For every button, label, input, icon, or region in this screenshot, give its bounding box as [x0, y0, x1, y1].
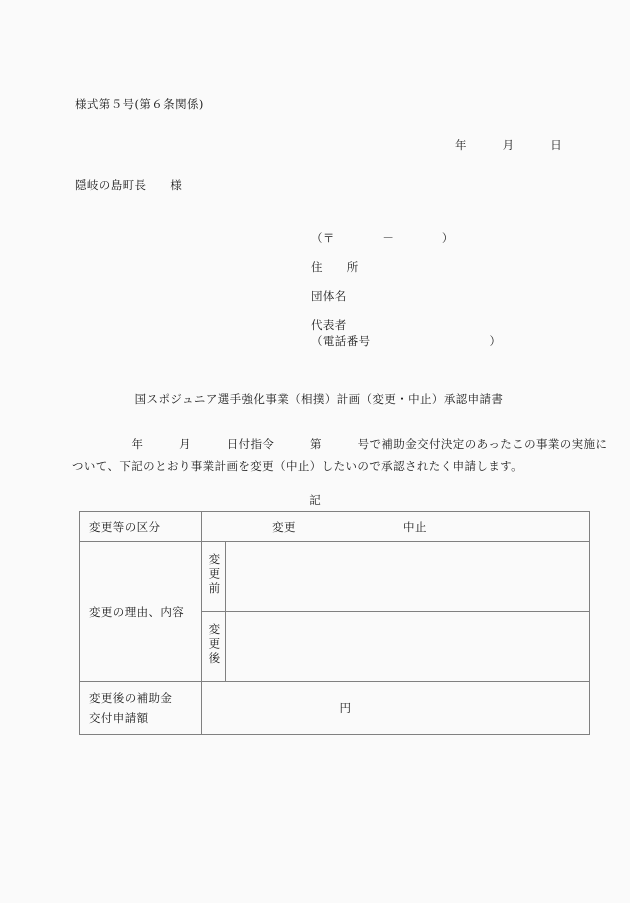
change-application-table: [79, 511, 590, 735]
after-change-input[interactable]: [226, 612, 590, 682]
before-change-input[interactable]: [226, 542, 590, 612]
organization-name-field: 団体名: [311, 289, 347, 303]
amount-label: [80, 682, 202, 735]
phone-number-field: （電話番号 ）: [311, 334, 502, 348]
representative-field: 代表者: [311, 318, 347, 332]
form-number: 様式第５号(第６条関係): [75, 97, 204, 111]
amount-label-line-2: 交付申請額: [89, 711, 149, 726]
reason-label: 変更の理由、内容: [80, 542, 202, 682]
after-change-label: 変更後: [202, 612, 226, 682]
body-paragraph: [72, 433, 608, 478]
category-value[interactable]: 変更 中止: [202, 512, 590, 542]
body-line-2: ついて、下記のとおり事業計画を変更（中止）したいので承認されたく申請します。: [72, 459, 524, 474]
before-change-label: 変更前: [202, 542, 226, 612]
body-line-1: 年 月 日付指令 第 号で補助金交付決定のあったこの事業の実施に: [72, 437, 608, 451]
applicant-block: [311, 230, 501, 362]
table-row-category: [80, 512, 590, 542]
ki-marker: 記: [309, 493, 321, 507]
date-line: 年 月 日: [455, 138, 563, 152]
amount-value-input[interactable]: 円: [202, 682, 590, 735]
addressee-line: 隠岐の島町長 様: [75, 178, 183, 192]
table-row-before: [80, 542, 590, 612]
postal-code-field: （〒 － ）: [311, 231, 454, 245]
address-field: 住 所: [311, 260, 359, 274]
table-row-amount: [80, 682, 590, 735]
amount-label-line-1: 変更後の補助金: [89, 691, 173, 705]
document-title: 国スポジュニア選手強化事業（相撲）計画（変更・中止）承認申請書: [134, 392, 504, 406]
category-label: 変更等の区分: [80, 512, 202, 542]
